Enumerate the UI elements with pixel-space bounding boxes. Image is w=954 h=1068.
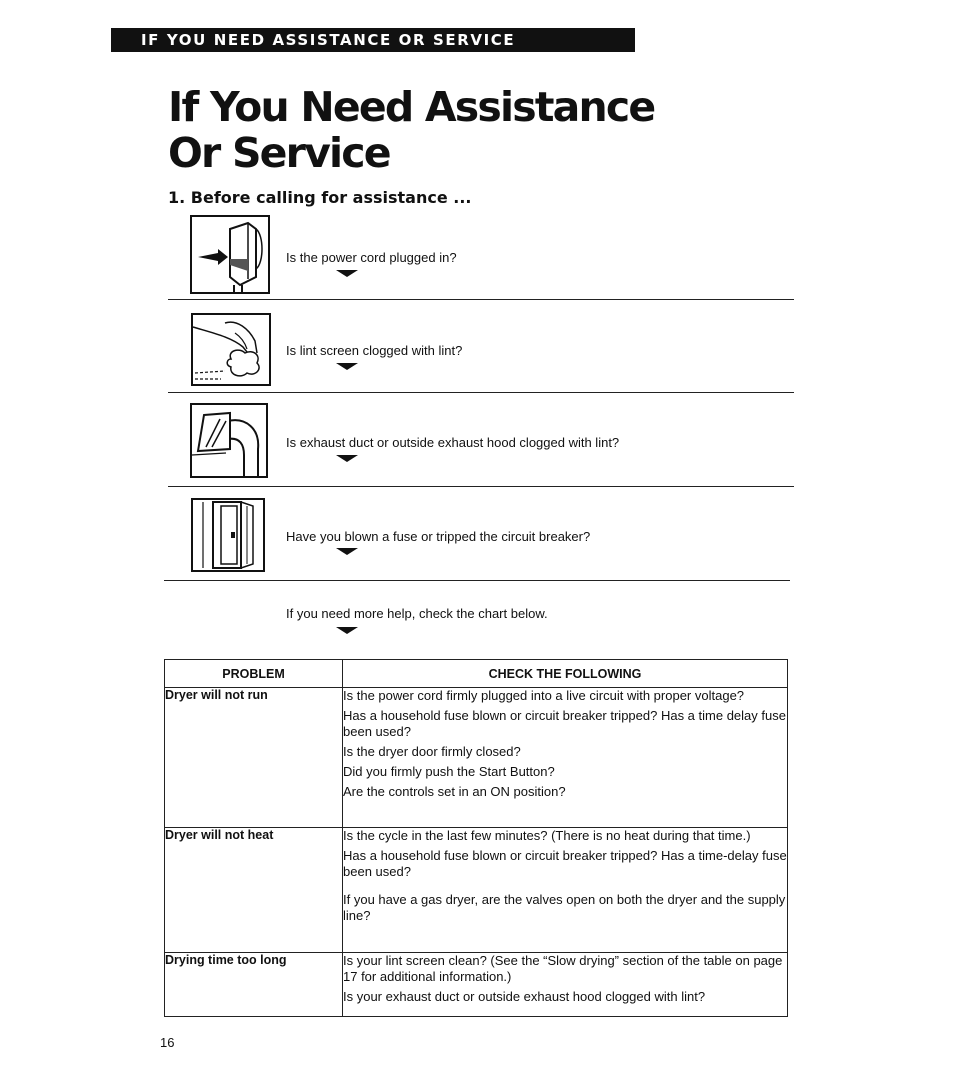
step-2-text: Is lint screen clogged with lint?	[286, 343, 463, 358]
column-header-problem: PROBLEM	[165, 660, 343, 688]
table-row	[165, 828, 788, 953]
exhaust-duct-icon	[190, 403, 268, 478]
check-item: Are the controls set in an ON position?	[343, 784, 566, 799]
check-item: Is your exhaust duct or outside exhaust hood clogged with lint?	[343, 989, 706, 1004]
checks-cell	[343, 953, 788, 1017]
column-header-check: CHECK THE FOLLOWING	[343, 660, 788, 688]
check-item: Is the power cord firmly plugged into a live circuit with proper voltage?	[343, 688, 745, 703]
divider	[168, 299, 794, 300]
problem-cell: Dryer will not heat	[165, 828, 343, 953]
power-plug-icon	[190, 215, 270, 295]
down-arrow-icon	[336, 270, 358, 277]
check-item: Is the dryer door firmly closed?	[343, 744, 521, 759]
down-arrow-icon	[336, 627, 358, 634]
page-number: 16	[160, 1035, 175, 1050]
check-item: Is your lint screen clean? (See the “Slow drying” section of the table on page 17 for additional information.)	[343, 953, 783, 984]
divider	[164, 580, 790, 581]
table-row	[165, 953, 788, 1017]
table-row	[165, 688, 788, 828]
problem-cell: Drying time too long	[165, 953, 343, 1017]
fuse-box-icon	[191, 498, 265, 572]
check-item: Is the cycle in the last few minutes? (There is no heat during that time.)	[343, 828, 751, 843]
step-3-text: Is exhaust duct or outside exhaust hood clogged with lint?	[286, 435, 620, 450]
checks-cell	[343, 688, 788, 828]
page-title	[168, 84, 654, 176]
step-1-text: Is the power cord plugged in?	[286, 250, 457, 265]
check-item: Did you firmly push the Start Button?	[343, 764, 555, 779]
more-help-text: If you need more help, check the chart below.	[286, 606, 548, 621]
down-arrow-icon	[336, 363, 358, 370]
check-item: Has a household fuse blown or circuit breaker tripped? Has a time-delay fuse been used?	[343, 848, 787, 879]
page-title-line-1: If You Need Assistance	[168, 83, 655, 131]
step-4-text: Have you blown a fuse or tripped the circuit breaker?	[286, 529, 591, 544]
check-item: Has a household fuse blown or circuit breaker tripped? Has a time delay fuse been used?	[343, 708, 786, 739]
checks-cell	[343, 828, 788, 953]
page-title-line-2: Or Service	[168, 129, 390, 177]
troubleshooting-table	[164, 659, 788, 1017]
divider	[168, 392, 794, 393]
section-heading: 1. Before calling for assistance ...	[168, 188, 472, 207]
problem-cell: Dryer will not run	[165, 688, 343, 828]
table-header-row	[165, 660, 788, 688]
down-arrow-icon	[336, 548, 358, 555]
check-item: If you have a gas dryer, are the valves open on both the dryer and the supply line?	[343, 892, 786, 923]
down-arrow-icon	[336, 455, 358, 462]
divider	[168, 486, 794, 487]
section-banner: IF YOU NEED ASSISTANCE OR SERVICE	[111, 28, 635, 52]
lint-screen-icon	[191, 313, 271, 386]
